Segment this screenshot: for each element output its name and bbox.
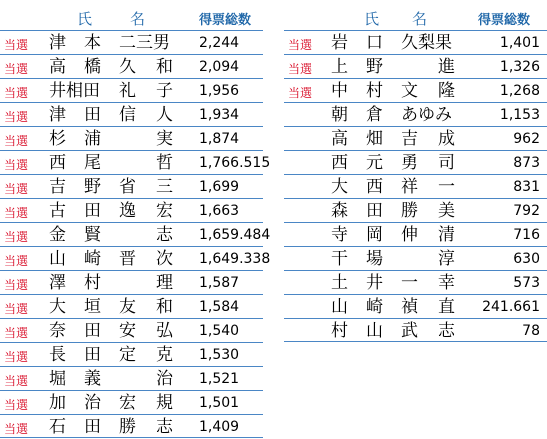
name-part: 勝 [401, 201, 418, 221]
candidate-name [49, 177, 177, 197]
candidate-row [284, 222, 547, 246]
header-surname: 氏 [364, 10, 380, 28]
elected-badge: 当選 [4, 374, 29, 388]
name-part: 寺 [331, 225, 348, 245]
header-surname: 氏 [77, 10, 93, 28]
name-part: 土 [331, 273, 348, 293]
vote-count: 2,094 [199, 59, 240, 75]
name-part: 井相田 [49, 81, 100, 101]
candidate-row [284, 30, 547, 54]
name-part: 金 [49, 225, 66, 245]
name-part: 直 [438, 297, 455, 317]
name-part: 美 [438, 201, 455, 221]
elected-badge: 当選 [4, 230, 29, 244]
candidate-row [284, 102, 547, 126]
name-part: 成 [438, 129, 455, 149]
name-part: 田 [84, 105, 101, 125]
name-part: 治 [156, 369, 173, 389]
vote-count: 792 [513, 203, 540, 219]
name-part: 勝 [119, 417, 136, 437]
name-part: 克 [156, 345, 173, 365]
candidate-row [0, 198, 263, 222]
elected-badge: 当選 [288, 38, 313, 52]
vote-count: 1,874 [199, 131, 240, 147]
name-part: 実 [156, 129, 173, 149]
name-part: 理 [156, 273, 173, 293]
name-part: 子 [156, 81, 173, 101]
candidate-name [49, 105, 177, 125]
name-part: 畑 [366, 129, 383, 149]
name-part: 崎 [84, 249, 101, 269]
column-header [0, 0, 263, 30]
vote-count: 2,244 [199, 35, 240, 51]
name-part: 石 [49, 417, 66, 437]
candidate-name [331, 249, 459, 269]
name-part: 逸 [119, 201, 136, 221]
name-part: 井 [366, 273, 383, 293]
name-part: 山 [49, 249, 66, 269]
candidate-name [331, 105, 459, 125]
name-part: 山 [366, 321, 383, 341]
candidate-row [284, 246, 547, 270]
candidate-name [331, 321, 459, 341]
name-part: 二三男 [119, 33, 170, 53]
candidate-row [284, 270, 547, 294]
name-part: 規 [156, 393, 173, 413]
candidate-name [331, 33, 459, 53]
candidate-name [49, 201, 177, 221]
candidate-name [49, 417, 177, 437]
name-part: 浦 [84, 129, 101, 149]
name-part: 隆 [438, 81, 455, 101]
candidate-name [49, 129, 177, 149]
vote-count: 1,540 [199, 323, 240, 339]
vote-count: 1,268 [499, 83, 540, 99]
header-given-name: 名 [130, 10, 146, 28]
name-part: 津 [49, 33, 66, 53]
candidate-name [49, 225, 177, 245]
vote-count: 78 [522, 323, 540, 339]
header-votes: 得票総数 [478, 13, 531, 28]
vote-count: 1,699 [199, 179, 240, 195]
name-part: 司 [438, 153, 455, 173]
candidate-name [49, 33, 177, 53]
name-part: 西 [49, 153, 66, 173]
results-column-left [0, 0, 271, 438]
name-part: 奈 [49, 321, 66, 341]
name-part: 宏 [156, 201, 173, 221]
elected-badge: 当選 [4, 158, 29, 172]
name-part: 杉 [49, 129, 66, 149]
name-part: 久梨果 [401, 33, 452, 53]
name-part: 一 [401, 273, 418, 293]
candidate-name [331, 225, 459, 245]
name-part: 西 [366, 177, 383, 197]
name-part: 祥 [401, 177, 418, 197]
name-part: 崎 [366, 297, 383, 317]
name-part: 治 [84, 393, 101, 413]
vote-count: 573 [513, 275, 540, 291]
name-part: 定 [119, 345, 136, 365]
vote-count: 873 [513, 155, 540, 171]
candidate-row [0, 30, 263, 54]
vote-count: 831 [513, 179, 540, 195]
header-given-name: 名 [412, 10, 428, 28]
elected-badge: 当選 [4, 254, 29, 268]
name-part: 上 [331, 57, 348, 77]
name-part: 人 [156, 105, 173, 125]
candidate-row [0, 102, 263, 126]
candidate-row [0, 318, 263, 342]
name-part: 田 [84, 321, 101, 341]
name-part: 幸 [438, 273, 455, 293]
elected-badge: 当選 [288, 86, 313, 100]
elected-badge: 当選 [4, 422, 29, 436]
vote-count: 1,326 [499, 59, 540, 75]
candidate-row [284, 318, 547, 342]
candidate-name [49, 273, 177, 293]
candidate-name [331, 201, 459, 221]
candidate-list [284, 30, 547, 342]
candidate-row [284, 294, 547, 318]
name-part: 田 [84, 345, 101, 365]
name-part: 村 [366, 81, 383, 101]
candidate-name [331, 153, 459, 173]
name-part: 森 [331, 201, 348, 221]
vote-count: 1,153 [499, 107, 540, 123]
candidate-row [0, 366, 263, 390]
vote-count: 716 [513, 227, 540, 243]
name-part: 一 [438, 177, 455, 197]
elected-badge: 当選 [4, 86, 29, 100]
candidate-row [0, 78, 263, 102]
candidate-name [331, 129, 459, 149]
candidate-row [0, 126, 263, 150]
vote-count: 1,401 [499, 35, 540, 51]
results-column-right [284, 0, 547, 342]
name-part: 干 [331, 249, 348, 269]
candidate-list [0, 30, 271, 438]
header-votes: 得票総数 [199, 13, 252, 28]
name-part: 宏 [119, 393, 136, 413]
name-part: 礼 [119, 81, 136, 101]
candidate-name [49, 393, 177, 413]
name-part: 野 [84, 177, 101, 197]
candidate-row [0, 390, 263, 414]
name-part: 和 [156, 297, 173, 317]
elected-badge: 当選 [4, 110, 29, 124]
elected-badge: 当選 [4, 38, 29, 52]
elected-badge: 当選 [288, 62, 313, 76]
name-part: 哲 [156, 153, 173, 173]
name-part: 淳 [438, 249, 455, 269]
name-part: 大 [331, 177, 348, 197]
candidate-name [49, 153, 177, 173]
vote-count: 1,649.338 [199, 251, 271, 267]
name-part: 吉 [401, 129, 418, 149]
candidate-row [284, 150, 547, 174]
name-part: 村 [84, 273, 101, 293]
name-part: 伸 [401, 225, 418, 245]
elected-badge: 当選 [4, 302, 29, 316]
candidate-row [284, 198, 547, 222]
name-part: 勇 [401, 153, 418, 173]
name-part: 清 [438, 225, 455, 245]
name-part: 朝 [331, 105, 348, 125]
candidate-name [49, 321, 177, 341]
name-part: 堀 [49, 369, 66, 389]
candidate-name [49, 297, 177, 317]
name-part: 本 [84, 33, 101, 53]
candidate-name [331, 57, 459, 77]
vote-count: 1,521 [199, 371, 240, 387]
name-part: 澤 [49, 273, 66, 293]
name-part: 野 [366, 57, 383, 77]
candidate-row [0, 174, 263, 198]
vote-count: 962 [513, 131, 540, 147]
candidate-name [331, 177, 459, 197]
name-part: 久 [119, 57, 136, 77]
name-part: 友 [119, 297, 136, 317]
name-part: 賢 [84, 225, 101, 245]
name-part: 山 [331, 297, 348, 317]
name-part: 加 [49, 393, 66, 413]
name-part: 田 [366, 201, 383, 221]
elected-badge: 当選 [4, 278, 29, 292]
vote-count: 241.661 [482, 299, 540, 315]
name-part: 口 [366, 33, 383, 53]
candidate-row [0, 270, 263, 294]
name-part: 義 [84, 369, 101, 389]
name-part: 禎 [401, 297, 418, 317]
name-part: 田 [84, 201, 101, 221]
name-part: 弘 [156, 321, 173, 341]
vote-count: 1,501 [199, 395, 240, 411]
candidate-name [331, 81, 459, 101]
name-part: 安 [119, 321, 136, 341]
candidate-row [0, 414, 263, 438]
elected-badge: 当選 [4, 398, 29, 412]
vote-count: 1,409 [199, 419, 240, 435]
name-part: 進 [438, 57, 455, 77]
elected-badge: 当選 [4, 206, 29, 220]
name-part: 西 [331, 153, 348, 173]
name-part: 村 [331, 321, 348, 341]
candidate-name [49, 57, 177, 77]
vote-count: 1,663 [199, 203, 240, 219]
candidate-name [49, 249, 177, 269]
name-part: 三 [156, 177, 173, 197]
candidate-row [0, 150, 271, 174]
name-part: 信 [119, 105, 136, 125]
name-part: 古 [49, 201, 66, 221]
vote-count: 1,766.515 [199, 155, 271, 171]
name-part: 和 [156, 57, 173, 77]
vote-count: 630 [513, 251, 540, 267]
name-part: 田 [84, 417, 101, 437]
vote-count: 1,584 [199, 299, 240, 315]
name-part: 武 [401, 321, 418, 341]
name-part: 中 [331, 81, 348, 101]
candidate-row [0, 342, 263, 366]
name-part: 元 [366, 153, 383, 173]
column-header [284, 0, 547, 30]
candidate-row [0, 222, 271, 246]
vote-count: 1,956 [199, 83, 240, 99]
candidate-name [49, 345, 177, 365]
candidate-row [0, 246, 271, 270]
vote-count: 1,934 [199, 107, 240, 123]
elected-badge: 当選 [4, 350, 29, 364]
elected-badge: 当選 [4, 182, 29, 196]
name-part: 次 [156, 249, 173, 269]
name-part: 吉 [49, 177, 66, 197]
candidate-row [284, 126, 547, 150]
name-part: 岩 [331, 33, 348, 53]
name-part: 高 [49, 57, 66, 77]
vote-count: 1,659.484 [199, 227, 271, 243]
elected-badge: 当選 [4, 134, 29, 148]
candidate-row [0, 54, 263, 78]
name-part: 尾 [84, 153, 101, 173]
elected-badge: 当選 [4, 326, 29, 340]
name-part: 倉 [366, 105, 383, 125]
name-part: 文 [401, 81, 418, 101]
candidate-name [49, 81, 177, 101]
candidate-row [284, 54, 547, 78]
elected-badge: 当選 [4, 62, 29, 76]
candidate-name [331, 273, 459, 293]
candidate-row [284, 78, 547, 102]
name-part: 志 [156, 225, 173, 245]
name-part: 岡 [366, 225, 383, 245]
candidate-name [331, 297, 459, 317]
name-part: 高 [331, 129, 348, 149]
name-part: 橋 [84, 57, 101, 77]
candidate-row [0, 294, 263, 318]
candidate-name [49, 369, 177, 389]
vote-count: 1,587 [199, 275, 240, 291]
name-part: 志 [438, 321, 455, 341]
candidate-row [284, 174, 547, 198]
vote-count: 1,530 [199, 347, 240, 363]
name-part: 場 [366, 249, 383, 269]
name-part: 志 [156, 417, 173, 437]
name-part: 大 [49, 297, 66, 317]
name-part: 晋 [119, 249, 136, 269]
name-part: 津 [49, 105, 66, 125]
name-part: あゆみ [401, 105, 452, 125]
name-part: 長 [49, 345, 66, 365]
name-part: 垣 [84, 297, 101, 317]
name-part: 省 [119, 177, 136, 197]
